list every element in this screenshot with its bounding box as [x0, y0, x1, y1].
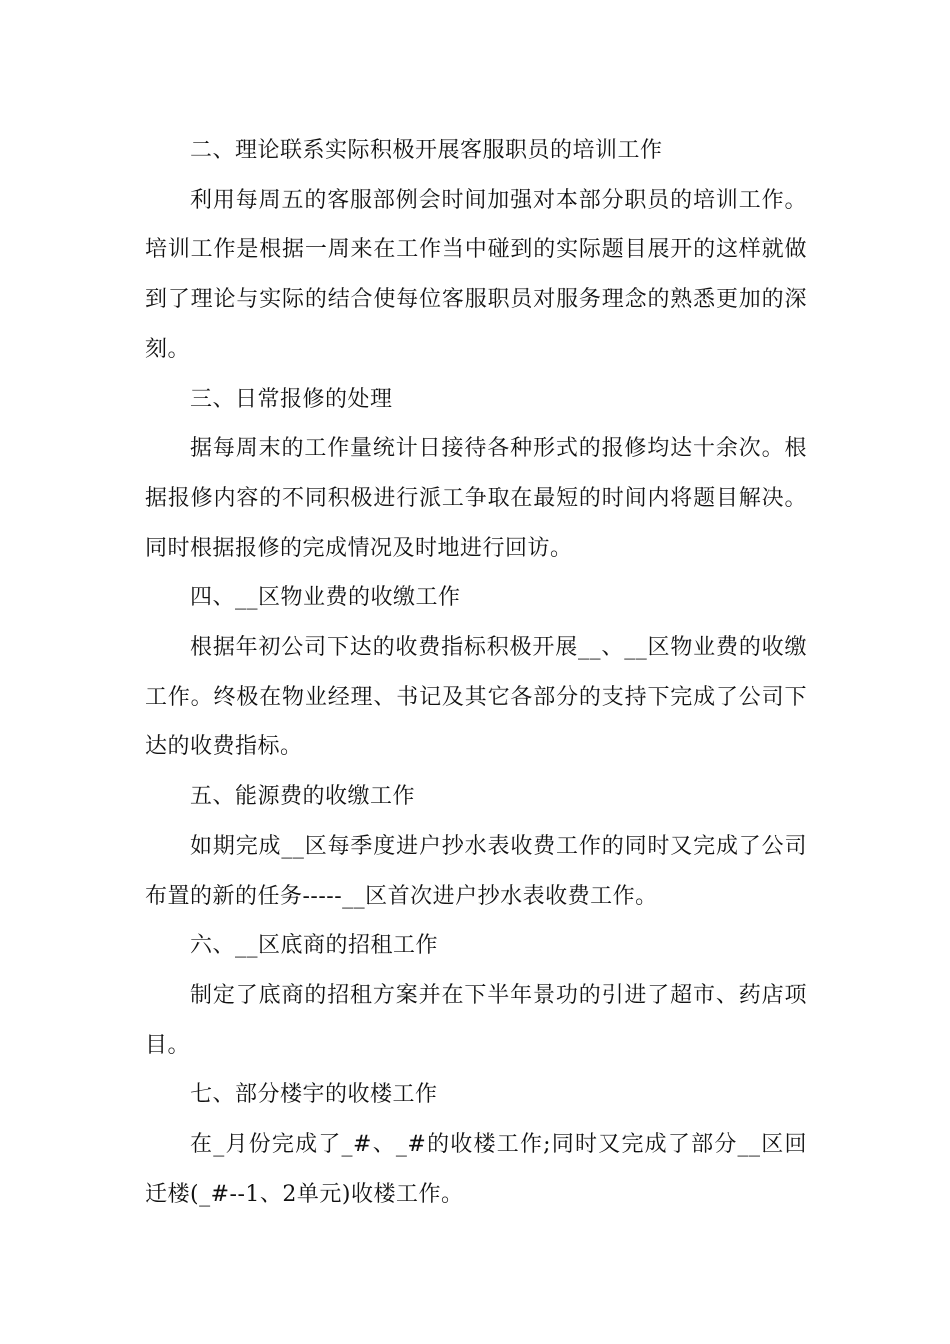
section-heading-repairs: 三、日常报修的处理 — [190, 386, 393, 412]
paragraph-handover: 在_月份完成了_#、_#的收楼工作;同时又完成了部分__区回迁楼(_#--1、2单元)收楼工作。 — [145, 1132, 807, 1207]
paragraph-energy-fee: 如期完成__区每季度进户抄水表收费工作的同时又完成了公司布置的新的任务-----__区首次进户抄水表收费工作。 — [145, 833, 807, 909]
section-heading-leasing: 六、__区底商的招租工作 — [190, 933, 439, 959]
section-heading-handover: 七、部分楼宇的收楼工作 — [190, 1082, 438, 1108]
section-heading-energy-fee: 五、能源费的收缴工作 — [190, 784, 416, 810]
section-heading-property-fee: 四、__区物业费的收缴工作 — [190, 585, 461, 611]
paragraph-training: 利用每周五的客服部例会时间加强对本部分职员的培训工作。培训工作是根据一周来在工作当中碰到的实际题目展开的这样就做到了理论与实际的结合使每位客服职员对服务理念的熟悉更加的深刻。 — [145, 187, 807, 362]
paragraph-property-fee: 根据年初公司下达的收费指标积极开展__、__区物业费的收缴工作。终极在物业经理、书记及其它各部分的支持下完成了公司下达的收费指标。 — [145, 635, 807, 760]
document-page — [145, 126, 807, 1219]
paragraph-leasing: 制定了底商的招租方案并在下半年景功的引进了超市、药店项目。 — [145, 982, 807, 1058]
paragraph-repairs: 据每周末的工作量统计日接待各种形式的报修均达十余次。根据报修内容的不同积极进行派工争取在最短的时间内将题目解决。同时根据报修的完成情况及时地进行回访。 — [145, 436, 807, 561]
section-heading-training: 二、理论联系实际积极开展客服职员的培训工作 — [190, 138, 663, 163]
